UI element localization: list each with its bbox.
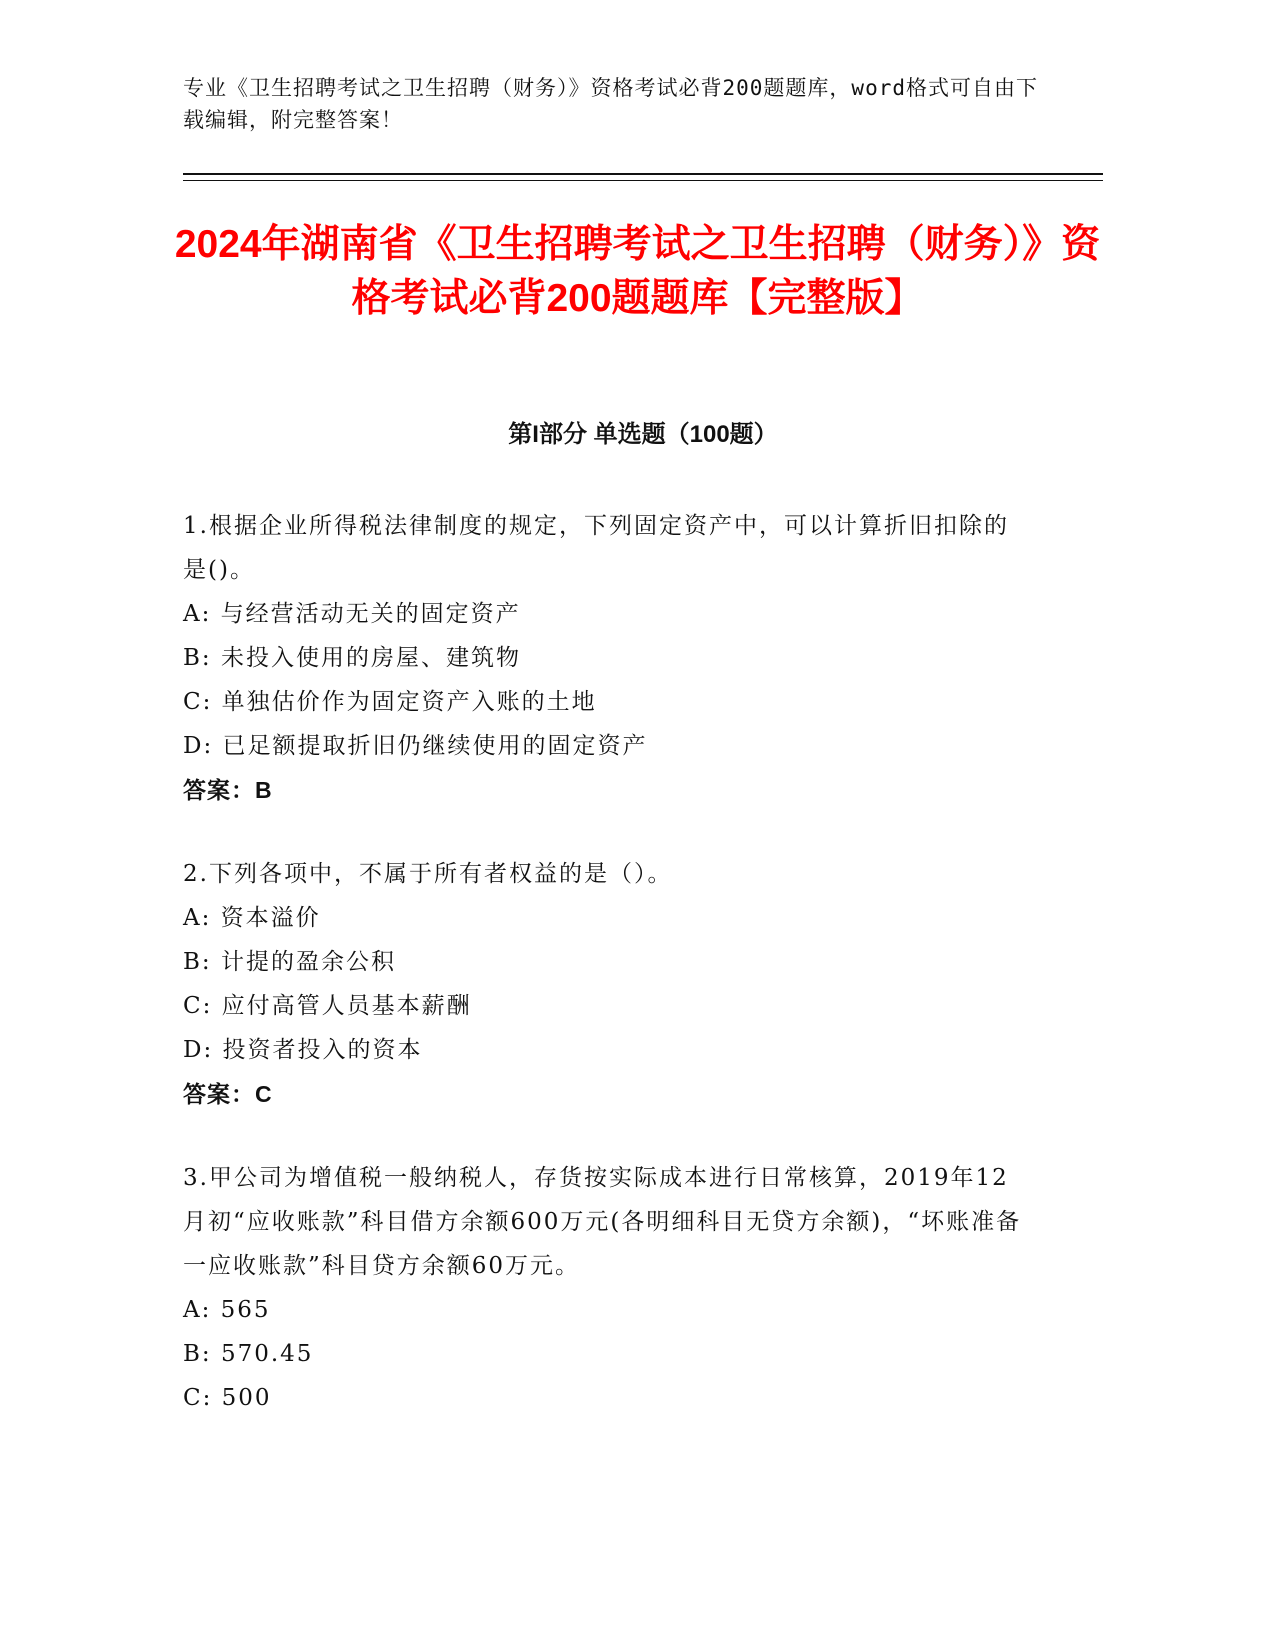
question-1 — [183, 504, 1033, 812]
document-title: 2024年湖南省《卫生招聘考试之卫生招聘（财务）》资格考试必背200题题库【完整版】 — [174, 223, 1101, 320]
question-stem: 1.根据企业所得税法律制度的规定，下列固定资产中，可以计算折旧扣除的是()。 — [183, 513, 1009, 583]
answer: 答案：C — [183, 1081, 273, 1107]
option-b: B: 计提的盈余公积 — [183, 949, 396, 975]
option-d: D: 投资者投入的资本 — [183, 1037, 423, 1063]
header-divider-thin — [183, 180, 1103, 181]
option-d: D: 已足额提取折旧仍继续使用的固定资产 — [183, 733, 648, 759]
question-2 — [183, 852, 1033, 1116]
header-note: 专业《卫生招聘考试之卫生招聘（财务）》资格考试必背200题题库，word格式可自由下载编辑，附完整答案！ — [183, 76, 1038, 132]
option-a: A: 565 — [183, 1297, 271, 1323]
header-divider-thick — [183, 173, 1103, 175]
option-b: B: 未投入使用的房屋、建筑物 — [183, 645, 521, 671]
answer: 答案：B — [183, 777, 273, 803]
option-a: A: 资本溢价 — [183, 905, 321, 931]
section-heading: 第I部分 单选题（100题） — [508, 421, 778, 448]
option-c: C: 500 — [183, 1385, 272, 1411]
option-b: B: 570.45 — [183, 1341, 314, 1367]
question-3 — [183, 1156, 1033, 1420]
option-c: C: 单独估价作为固定资产入账的土地 — [183, 689, 597, 715]
question-stem: 3.甲公司为增值税一般纳税人，存货按实际成本进行日常核算，2019年12月初“应收账款”科目借方余额600万元(各明细科目无贷方余额)，“坏账准备一应收账款”科目贷方余额60万元。 — [183, 1165, 1022, 1279]
option-a: A: 与经营活动无关的固定资产 — [183, 601, 521, 627]
option-c: C: 应付高管人员基本薪酬 — [183, 993, 472, 1019]
question-stem: 2.下列各项中，不属于所有者权益的是（）。 — [183, 861, 673, 887]
